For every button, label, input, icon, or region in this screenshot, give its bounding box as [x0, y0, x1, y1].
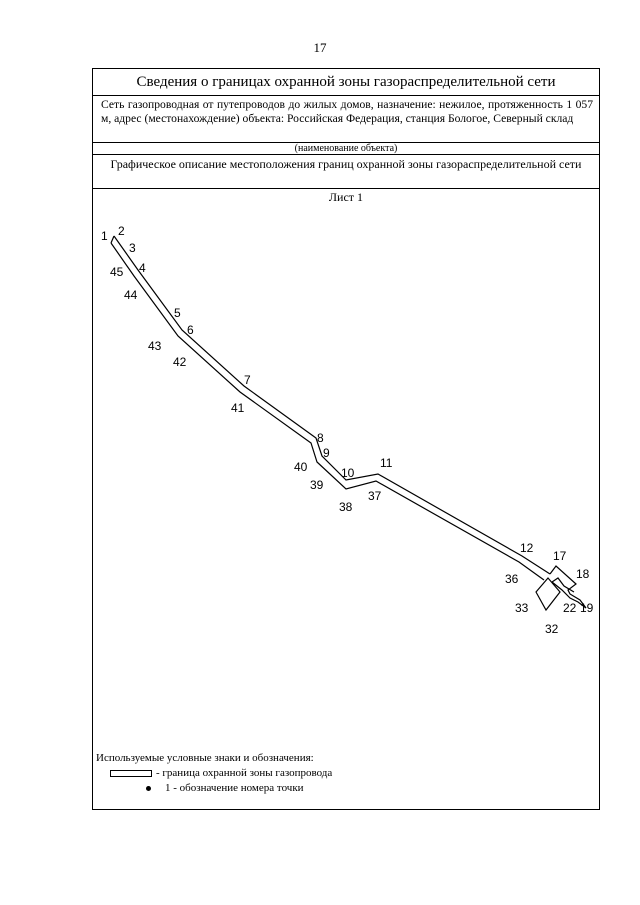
point-label: 7 — [244, 373, 251, 387]
point-label: 10 — [341, 466, 355, 480]
point-label: 42 — [173, 355, 187, 369]
point-label: 39 — [310, 478, 324, 492]
sheet-label: Лист 1 — [328, 190, 364, 204]
page-number: 17 — [313, 40, 327, 55]
object-description: Сеть газопроводная от путепроводов до жилых домов, назначение: нежилое, протяженность 1 057 м, адрес (местонахождение) объекта: Российская Федерация, станция Бологое, Северный склад — [101, 98, 593, 125]
point-label: 44 — [124, 288, 138, 302]
point-label: 37 — [368, 489, 382, 503]
legend-title: Используемые условные знаки и обозначения: — [96, 752, 314, 764]
boundary-polygon-block — [536, 578, 560, 610]
point-label: 36 — [505, 572, 519, 586]
point-label: 1 — [101, 229, 108, 243]
legend-boundary-text: - граница охранной зоны газопровода — [156, 767, 333, 779]
point-label: 9 — [323, 446, 330, 460]
boundary-swatch-icon — [110, 770, 152, 777]
point-label: 18 — [576, 567, 590, 581]
point-label: 38 — [339, 500, 353, 514]
point-label: 4 — [139, 261, 146, 275]
legend-point-text: 1 - обозначение номера точки — [165, 782, 304, 794]
point-label: 6 — [187, 323, 194, 337]
legend-point-row — [146, 781, 304, 795]
point-label: 41 — [231, 401, 245, 415]
point-label: 11 — [380, 456, 393, 470]
point-labels — [101, 224, 594, 636]
graphic-description-heading: Графическое описание местоположения границ охранной зоны газораспределительной сети — [93, 155, 599, 189]
legend-boundary-row — [110, 766, 332, 780]
point-label: 43 — [148, 339, 162, 353]
point-label: 22 — [563, 601, 577, 615]
boundary-line-lower — [111, 243, 544, 580]
point-label: 17 — [553, 549, 567, 563]
point-label: 3 — [129, 241, 136, 255]
point-label: 19 — [580, 601, 594, 615]
boundary-line-upper — [114, 236, 550, 574]
point-dot-icon — [146, 786, 151, 791]
point-label: 5 — [174, 306, 181, 320]
point-label: 32 — [545, 622, 559, 636]
object-caption: (наименование объекта) — [93, 142, 599, 155]
point-label: 12 — [520, 541, 534, 555]
document-title: Сведения о границах охранной зоны газораспределительной сети — [93, 69, 599, 96]
point-label: 8 — [317, 431, 324, 445]
point-label: 2 — [118, 224, 125, 238]
point-label: 33 — [515, 601, 529, 615]
point-label: 40 — [294, 460, 308, 474]
point-label: 45 — [110, 265, 124, 279]
